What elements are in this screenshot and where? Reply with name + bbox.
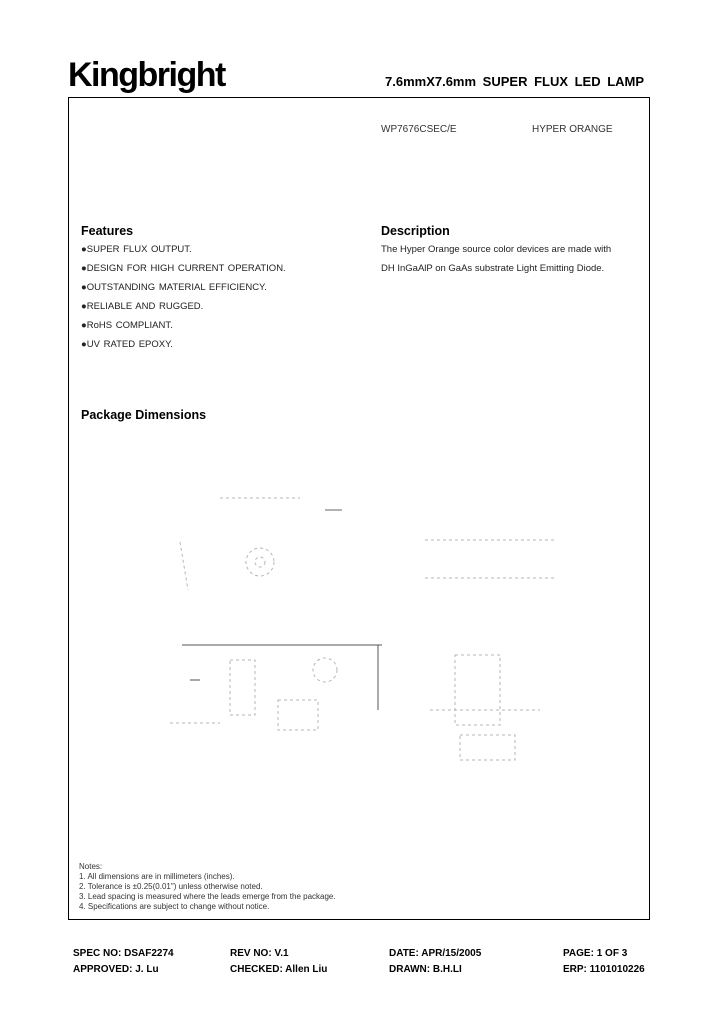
description-line: The Hyper Orange source color devices are made with	[381, 244, 612, 255]
features-heading: Features	[81, 224, 134, 238]
note-item: 4. Specifications are subject to change without notice.	[79, 902, 270, 911]
approved-by: APPROVED: J. Lu	[73, 964, 159, 975]
feature-item: ●SUPER FLUX OUTPUT.	[81, 244, 192, 255]
note-item: 1. All dimensions are in millimeters (inches).	[79, 872, 235, 881]
brand-logo: Kingbright	[68, 56, 225, 94]
description-heading: Description	[381, 224, 450, 238]
emitted-color: HYPER ORANGE	[532, 124, 613, 135]
package-dimensions-heading: Package Dimensions	[81, 408, 207, 422]
feature-item: ●UV RATED EPOXY.	[81, 339, 173, 350]
document-title: 7.6mmX7.6mm SUPER FLUX LED LAMP	[385, 74, 645, 89]
drawn-by: DRAWN: B.H.LI	[389, 964, 462, 975]
package-dimension-drawing	[160, 480, 580, 780]
feature-item: ●DESIGN FOR HIGH CURRENT OPERATION.	[81, 263, 286, 274]
document-date: DATE: APR/15/2005	[389, 948, 482, 959]
revision-number: REV NO: V.1	[230, 948, 289, 959]
spec-number: SPEC NO: DSAF2274	[73, 948, 174, 959]
erp-number: ERP: 1101010226	[563, 964, 645, 975]
part-number: WP7676CSEC/E	[381, 124, 457, 135]
checked-by: CHECKED: Allen Liu	[230, 964, 328, 975]
note-item: 2. Tolerance is ±0.25(0.01") unless otherwise noted.	[79, 882, 263, 891]
description-line: DH InGaAlP on GaAs substrate Light Emitting Diode.	[381, 263, 605, 274]
feature-item: ●OUTSTANDING MATERIAL EFFICIENCY.	[81, 282, 267, 293]
feature-item: ●RoHS COMPLIANT.	[81, 320, 173, 331]
page-indicator: PAGE: 1 OF 3	[563, 948, 628, 959]
notes-heading: Notes:	[79, 862, 103, 871]
feature-item: ●RELIABLE AND RUGGED.	[81, 301, 204, 312]
note-item: 3. Lead spacing is measured where the leads emerge from the package.	[79, 892, 336, 901]
